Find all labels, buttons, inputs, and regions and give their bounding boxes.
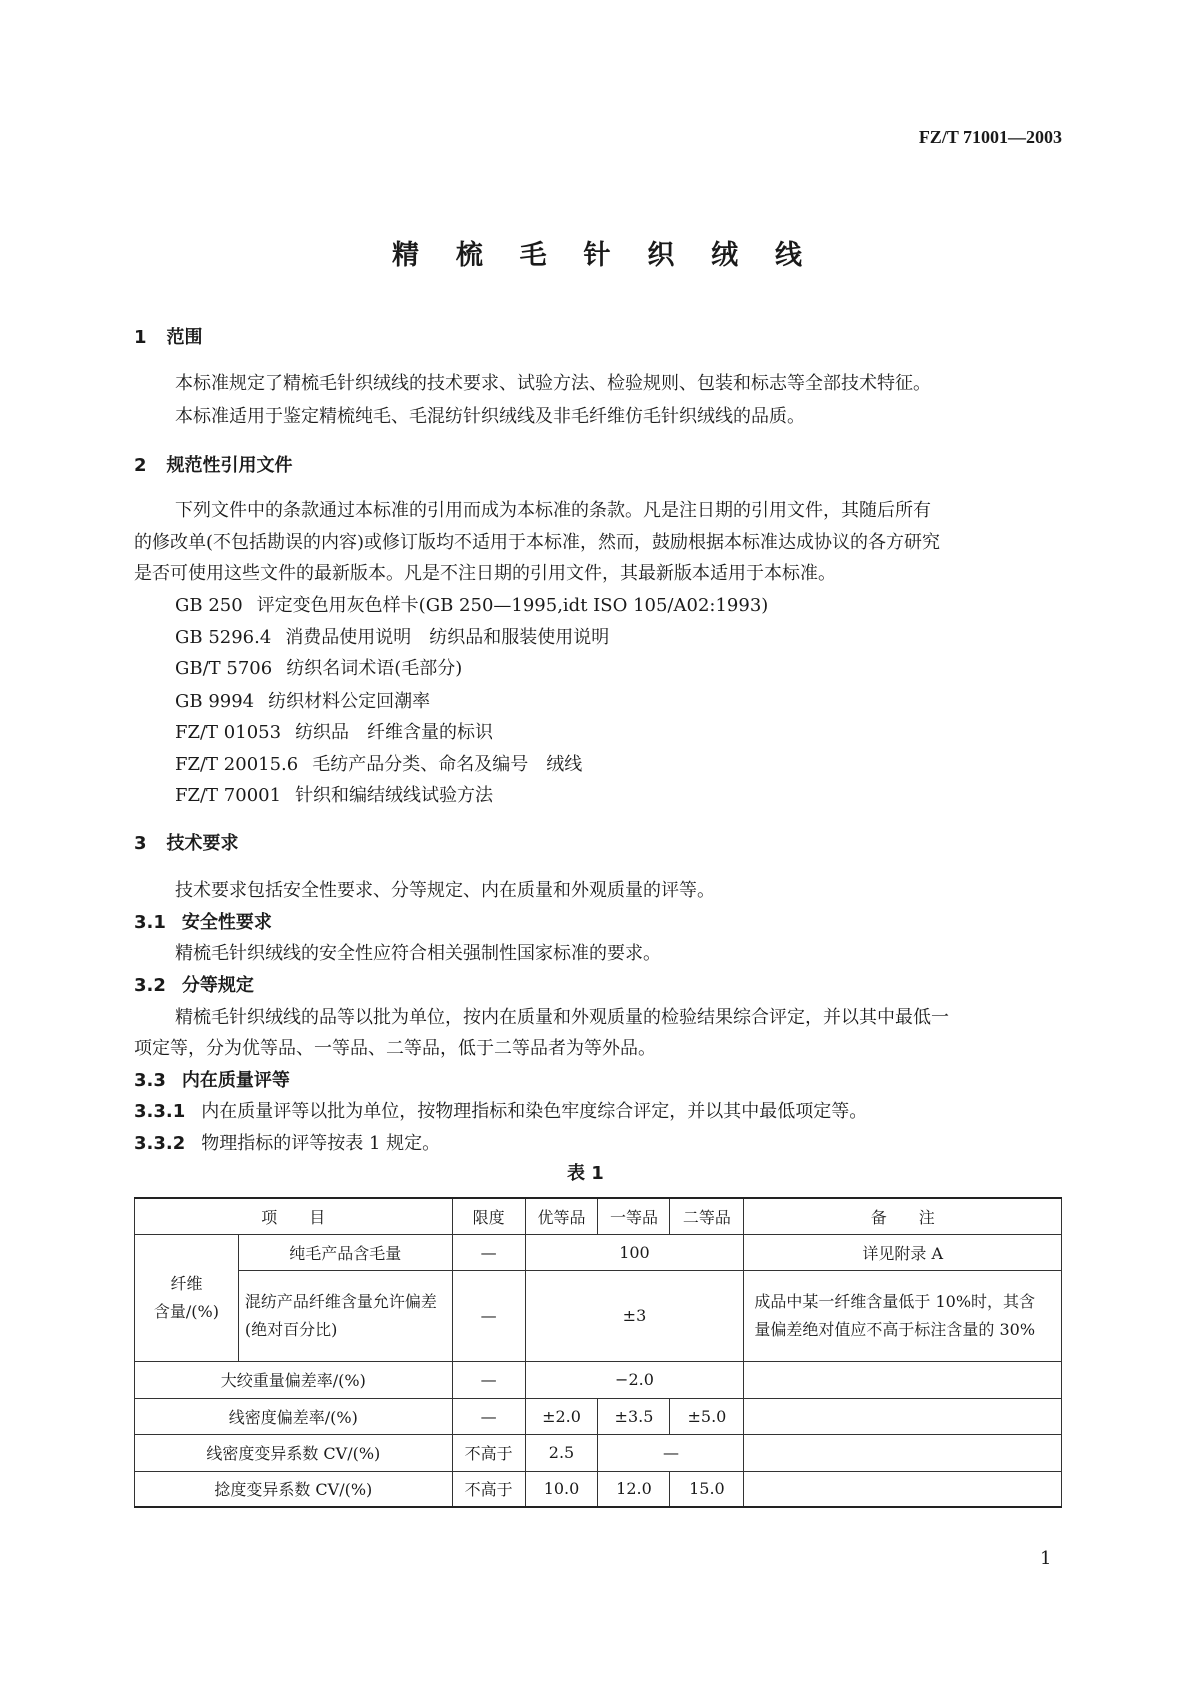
clause-number: 3.3.2 — [134, 1133, 186, 1154]
paragraph: 精梳毛针织绒线的安全性应符合相关强制性国家标准的要求。 — [175, 943, 661, 964]
row-item: 纯毛产品含毛量 — [238, 1234, 452, 1270]
reference-item — [175, 753, 582, 777]
section-3-3-heading — [134, 1069, 290, 1093]
heading-number: 2 — [134, 455, 147, 476]
standard-number: FZ/T 71001—2003 — [918, 127, 1062, 147]
paragraph-line: 下列文件中的条款通过本标准的引用而成为本标准的条款。凡是注日期的引用文件，其随后所有 — [175, 500, 931, 521]
heading-text: 范围 — [166, 327, 203, 348]
header-grade-second: 二等品 — [670, 1198, 744, 1234]
heading-number: 1 — [134, 327, 147, 348]
row-limit: — — [452, 1270, 525, 1361]
row-limit: — — [452, 1361, 525, 1398]
heading-text: 分等规定 — [181, 975, 254, 996]
reference-title: 纺织名词术语(毛部分) — [286, 658, 463, 679]
reference-code: GB 250 — [175, 595, 243, 616]
row-limit: 不高于 — [452, 1471, 525, 1507]
row-limit: — — [452, 1234, 525, 1270]
heading-number: 3.1 — [134, 912, 166, 933]
paragraph-line: 的修改单(不包括勘误的内容)或修订版均不适用于本标准，然而，鼓励根据本标准达成协议的各方研究 — [134, 532, 941, 553]
heading-number: 3 — [134, 833, 147, 854]
reference-title: 毛纺产品分类、命名及编号 绒线 — [312, 754, 583, 775]
reference-code: GB 9994 — [175, 691, 255, 712]
clause-text: 内在质量评等以批为单位，按物理指标和染色牢度综合评定，并以其中最低项定等。 — [201, 1101, 868, 1122]
paragraph-line: 精梳毛针织绒线的品等以批为单位，按内在质量和外观质量的检验结果综合评定，并以其中最低一 — [175, 1007, 949, 1028]
section-3-1-heading — [134, 911, 272, 935]
reference-title: 消费品使用说明 纺织品和服装使用说明 — [285, 627, 610, 648]
row-limit: 不高于 — [452, 1434, 525, 1471]
reference-title: 针织和编结绒线试验方法 — [295, 785, 494, 806]
reference-code: FZ/T 01053 — [175, 722, 282, 743]
reference-title: 纺织材料公定回潮率 — [268, 691, 431, 712]
fiber-content-group: 纤维 含量/(%) — [135, 1234, 239, 1361]
table-row — [135, 1361, 1062, 1398]
reference-item — [175, 626, 609, 650]
reference-title: 纺织品 纤维含量的标识 — [295, 722, 494, 743]
section-3-2-heading — [134, 974, 254, 998]
row-grade-first: ±3.5 — [598, 1398, 670, 1434]
clause-text: 物理指标的评等按表 1 规定。 — [201, 1133, 441, 1154]
heading-text: 安全性要求 — [181, 912, 272, 933]
table-row — [135, 1434, 1062, 1471]
row-grade-first: 12.0 — [598, 1471, 670, 1507]
row-value: 100 — [525, 1234, 744, 1270]
row-grade-superior: 10.0 — [525, 1471, 598, 1507]
title-char: 绒 — [711, 240, 739, 271]
row-item: 捻度变异系数 CV/(%) — [135, 1471, 453, 1507]
row-note — [744, 1434, 1062, 1471]
page-number: 1 — [1040, 1548, 1052, 1569]
row-grade-first-second: — — [598, 1434, 744, 1471]
reference-item — [175, 690, 430, 714]
reference-code: GB/T 5706 — [175, 658, 273, 679]
row-note — [744, 1471, 1062, 1507]
title-char: 毛 — [519, 240, 547, 271]
row-note: 详见附录 A — [744, 1234, 1062, 1270]
paragraph: 技术要求包括安全性要求、分等规定、内在质量和外观质量的评等。 — [175, 880, 715, 901]
paragraph: 本标准适用于鉴定精梳纯毛、毛混纺针织绒线及非毛纤维仿毛针织绒线的品质。 — [175, 406, 805, 427]
heading-text: 内在质量评等 — [181, 1070, 290, 1091]
reference-item — [175, 657, 462, 681]
section-2-heading — [134, 454, 293, 478]
row-grade-second: ±5.0 — [670, 1398, 744, 1434]
reference-code: GB 5296.4 — [175, 627, 272, 648]
clause-3-3-1 — [134, 1100, 867, 1124]
document-title — [392, 233, 802, 272]
header-grade-first: 一等品 — [598, 1198, 670, 1234]
section-1-heading — [134, 326, 203, 350]
row-item: 大绞重量偏差率/(%) — [135, 1361, 453, 1398]
row-note — [744, 1398, 1062, 1434]
row-item: 线密度偏差率/(%) — [135, 1398, 453, 1434]
title-char: 梳 — [455, 240, 483, 271]
header-note: 备 注 — [744, 1198, 1062, 1234]
paragraph-line: 项定等，分为优等品、一等品、二等品，低于二等品者为等外品。 — [134, 1038, 656, 1059]
row-value: ±3 — [525, 1270, 744, 1361]
header-item: 项 目 — [135, 1198, 453, 1234]
clause-3-3-2 — [134, 1132, 440, 1156]
row-note — [744, 1361, 1062, 1398]
heading-number: 3.2 — [134, 975, 166, 996]
reference-code: FZ/T 20015.6 — [175, 754, 299, 775]
title-char: 针 — [583, 240, 611, 271]
reference-item — [175, 784, 493, 808]
table-row — [135, 1398, 1062, 1434]
table-caption: 表 1 — [567, 1163, 604, 1184]
reference-item — [175, 721, 493, 745]
heading-number: 3.3 — [134, 1070, 166, 1091]
reference-title: 评定变色用灰色样卡(GB 250—1995,idt ISO 105/A02:1993) — [256, 595, 769, 616]
table-row — [135, 1471, 1062, 1507]
row-grade-second: 15.0 — [670, 1471, 744, 1507]
header-limit: 限度 — [452, 1198, 525, 1234]
row-item: 混纺产品纤维含量允许偏差(绝对百分比) — [238, 1270, 452, 1361]
clause-number: 3.3.1 — [134, 1101, 186, 1122]
table-row — [135, 1270, 1062, 1361]
table-row — [135, 1234, 1062, 1270]
title-char: 精 — [392, 240, 419, 271]
heading-text: 规范性引用文件 — [166, 455, 293, 476]
row-grade-superior: 2.5 — [525, 1434, 598, 1471]
physical-indicators-table — [134, 1197, 1062, 1508]
reference-item — [175, 594, 768, 618]
row-item: 线密度变异系数 CV/(%) — [135, 1434, 453, 1471]
row-grade-superior: ±2.0 — [525, 1398, 598, 1434]
title-char: 织 — [647, 240, 675, 271]
paragraph-line: 是否可使用这些文件的最新版本。凡是不注日期的引用文件，其最新版本适用于本标准。 — [134, 563, 836, 584]
paragraph: 本标准规定了精梳毛针织绒线的技术要求、试验方法、检验规则、包装和标志等全部技术特征。 — [175, 373, 931, 394]
table-header-row — [135, 1198, 1062, 1234]
row-limit: — — [452, 1398, 525, 1434]
section-3-heading — [134, 832, 239, 856]
header-grade-superior: 优等品 — [525, 1198, 598, 1234]
title-char: 线 — [774, 240, 802, 271]
row-note: 成品中某一纤维含量低于 10%时，其含量偏差绝对值应不高于标注含量的 30% — [744, 1270, 1062, 1361]
heading-text: 技术要求 — [166, 833, 239, 854]
row-value: −2.0 — [525, 1361, 744, 1398]
reference-code: FZ/T 70001 — [175, 785, 282, 806]
